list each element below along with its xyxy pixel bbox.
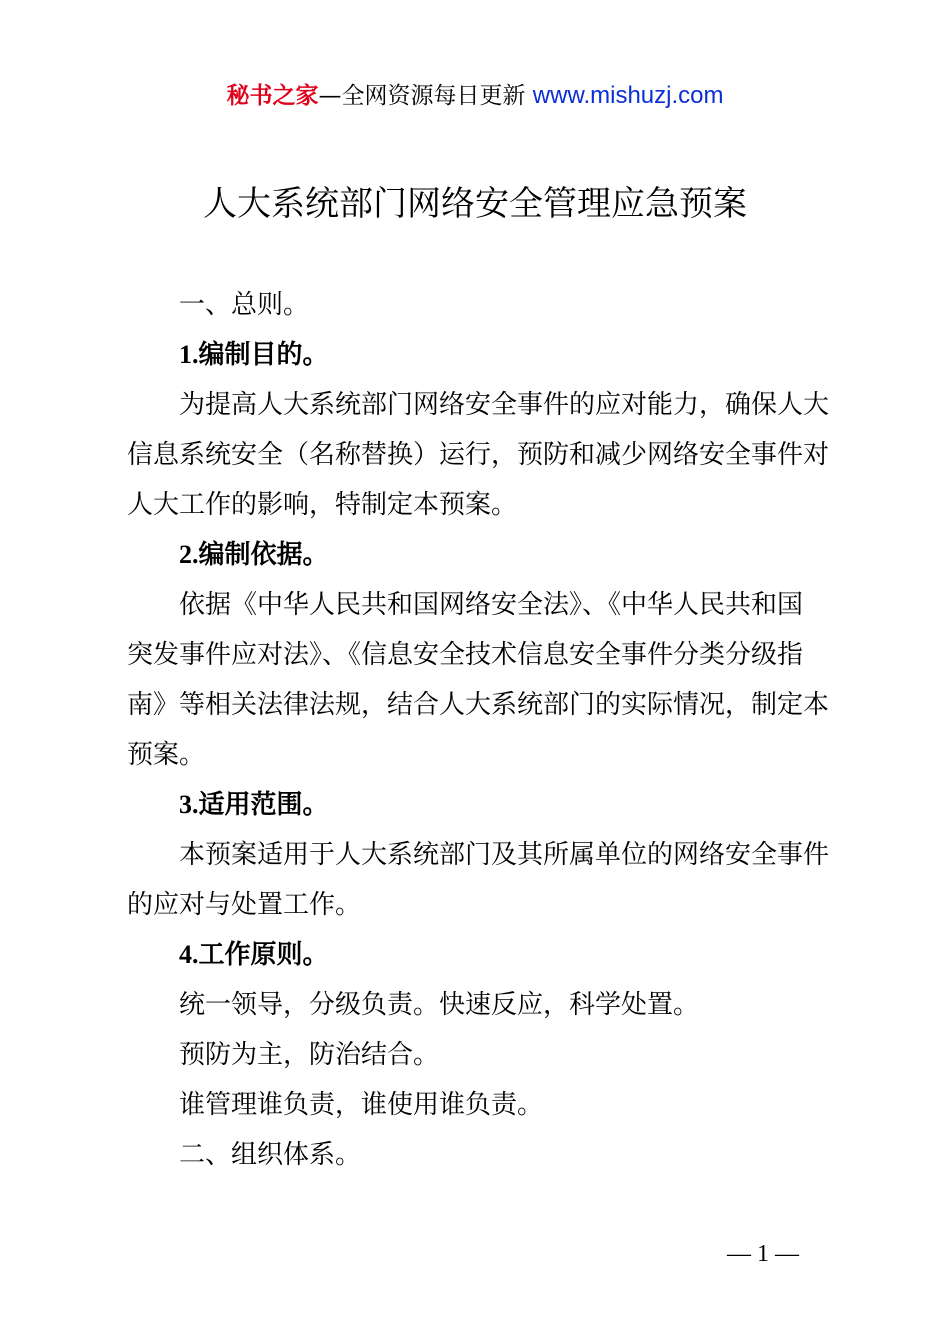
site-slogan: —全网资源每日更新 <box>318 83 533 109</box>
subheading-number: 1. <box>179 340 199 369</box>
subheading-scope <box>127 780 839 830</box>
site-banner <box>0 80 950 112</box>
paragraph-line: 的应对与处置工作。 <box>127 890 362 920</box>
subheading-number: 3. <box>179 790 199 819</box>
subheading-principles <box>127 930 839 980</box>
paragraph-line: 本预案适用于人大系统部门及其所属单位的网络安全事件 <box>179 840 830 870</box>
subheading-number: 4. <box>179 940 199 969</box>
document-title: 人大系统部门网络安全管理应急预案 <box>203 184 747 224</box>
paragraph-line: 信息系统安全（名称替换）运行，预防和减少网络安全事件对 <box>127 440 830 470</box>
subheading-basis <box>127 530 839 580</box>
paragraph-line: 为提高人大系统部门网络安全事件的应对能力，确保人大 <box>179 390 830 420</box>
paragraph-line: 预案。 <box>127 740 206 770</box>
section-heading-organization: 二、组织体系。 <box>179 1140 362 1170</box>
section-heading-general: 一、总则。 <box>179 290 310 320</box>
paragraph-line: 人大工作的影响，特制定本预案。 <box>127 490 518 520</box>
subheading-number: 2. <box>179 540 199 569</box>
paragraph-line: 统一领导，分级负责。快速反应，科学处置。 <box>179 990 700 1020</box>
subheading-purpose <box>127 330 839 380</box>
paragraph-line: 预防为主，防治结合。 <box>179 1040 440 1070</box>
site-brand: 秘书之家 <box>226 83 319 109</box>
site-url-link[interactable]: www.mishuzj.com <box>532 82 724 109</box>
paragraph-line: 突发事件应对法》、《信息安全技术信息安全事件分类分级指 <box>127 640 804 670</box>
subheading-label: 编制依据。 <box>198 540 329 570</box>
paragraph-line: 南》等相关法律法规，结合人大系统部门的实际情况，制定本 <box>127 690 830 720</box>
subheading-label: 编制目的。 <box>198 340 329 370</box>
subheading-label: 适用范围。 <box>198 790 329 820</box>
page-number: — 1 — <box>727 1241 799 1267</box>
subheading-label: 工作原则。 <box>198 940 329 970</box>
paragraph-line: 依据《中华人民共和国网络安全法》、《中华人民共和国 <box>179 590 804 620</box>
document-body <box>127 280 839 1180</box>
paragraph-line: 谁管理谁负责，谁使用谁负责。 <box>179 1090 544 1120</box>
